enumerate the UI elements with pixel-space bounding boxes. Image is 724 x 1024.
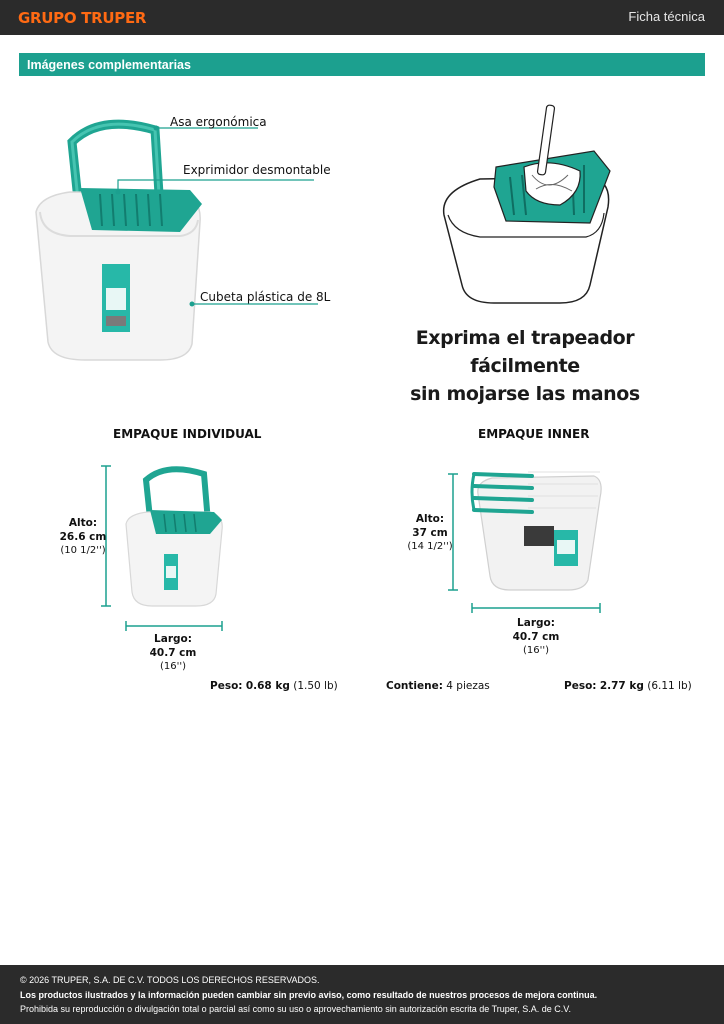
individual-length-label: Largo:: [154, 633, 192, 645]
inner-weight-imperial: (6.11 lb): [647, 680, 692, 692]
footer-notice: Los productos ilustrados y la información pueden cambiar sin previo aviso, como resultado de nuestros procesos de mejora continua.: [20, 990, 598, 1000]
section-title: Imágenes complementarias: [27, 58, 191, 72]
inner-length-imperial: (16''): [522, 645, 550, 656]
inner-height-label: Alto:: [415, 513, 445, 525]
headline-line-1: Exprima el trapeador fácilmente: [415, 327, 635, 377]
inner-contains-value: 4 piezas: [446, 680, 490, 692]
brand-logo: GRUPO TRUPER: [18, 9, 147, 27]
inner-length-label: Largo:: [517, 617, 555, 629]
footer-copyright: © 2026 TRUPER, S.A. DE C.V. TODOS LOS DERECHOS RESERVADOS.: [20, 975, 320, 985]
inner-length-value: 40.7 cm: [512, 631, 560, 643]
headline-line-2: sin mojarse las manos: [410, 383, 640, 405]
feature-handle: Asa ergonómica: [170, 115, 267, 129]
individual-height-value: 26.6 cm: [59, 531, 107, 543]
individual-height-label: Alto:: [68, 517, 98, 529]
individual-weight-label: Peso:: [210, 680, 243, 692]
individual-length-value: 40.7 cm: [149, 647, 197, 659]
inner-weight: [564, 680, 692, 692]
inner-contains: [386, 680, 490, 692]
inner-pack-title: EMPAQUE INNER: [478, 427, 590, 441]
individual-length-imperial: (16''): [159, 661, 187, 672]
doc-type-label: Ficha técnica: [628, 9, 705, 24]
inner-height-value: 37 cm: [412, 527, 448, 539]
feature-bucket: Cubeta plástica de 8L: [200, 290, 331, 304]
footer: [0, 965, 724, 1024]
inner-height-imperial: (14 1/2''): [407, 541, 453, 552]
individual-pack-title: EMPAQUE INDIVIDUAL: [113, 427, 262, 441]
inner-contains-label: Contiene:: [386, 680, 443, 692]
individual-weight-imperial: (1.50 lb): [293, 680, 338, 692]
inner-length: [503, 616, 569, 658]
inner-height: [397, 512, 463, 554]
inner-weight-label: Peso:: [564, 680, 597, 692]
inner-weight-value: 2.77 kg: [599, 680, 644, 692]
footer-prohibition: Prohibida su reproducción o divulgación total o parcial así como su uso o aprovechamiento sin autorización escrita de Truper, S.A. de C.V.: [20, 1004, 571, 1014]
inner-package-image: [468, 468, 606, 594]
individual-weight-value: 0.68 kg: [245, 680, 290, 692]
individual-height-imperial: (10 1/2''): [60, 545, 106, 556]
feature-wringer: Exprimidor desmontable: [183, 163, 331, 177]
